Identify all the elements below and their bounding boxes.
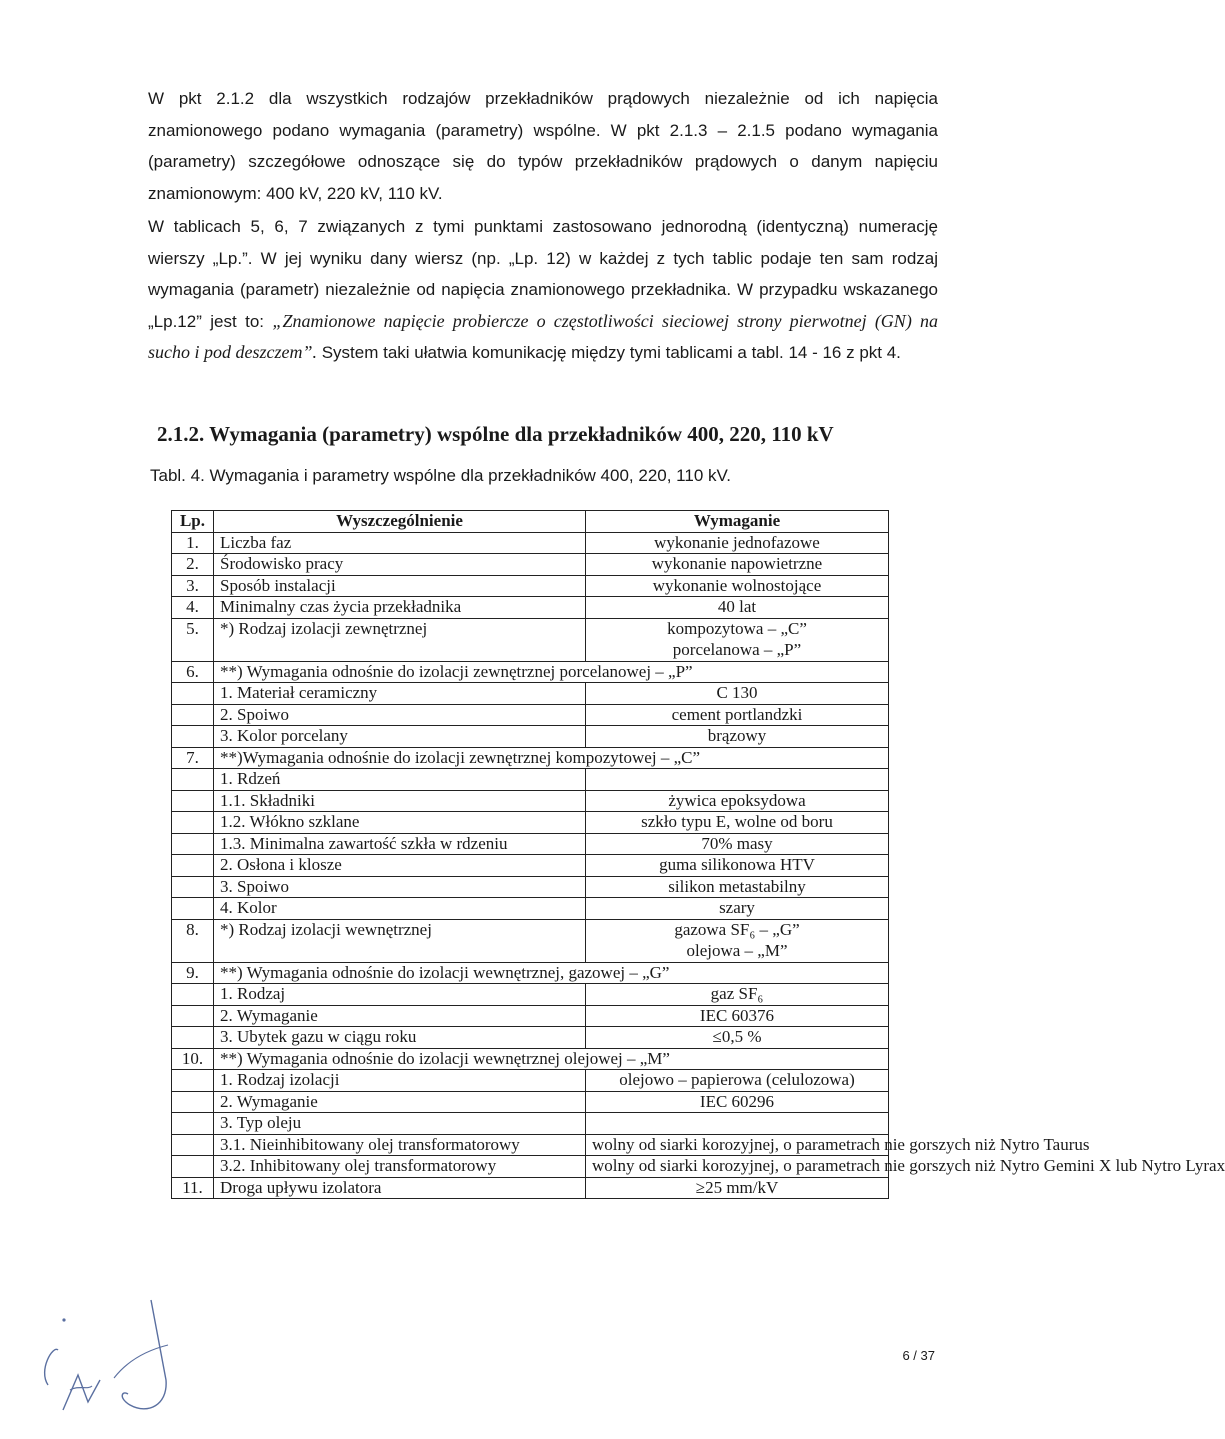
row-requirement: wolny od siarki korozyjnej, o parametrach nie gorszych niż Nytro Gemini X lub Nytro Lyrax bbox=[586, 1156, 889, 1178]
row-number bbox=[172, 1113, 214, 1135]
row-number bbox=[172, 833, 214, 855]
row-item: 3. Ubytek gazu w ciągu roku bbox=[214, 1027, 586, 1049]
row-number bbox=[172, 1027, 214, 1049]
table-row bbox=[172, 1134, 889, 1156]
row-number: 5. bbox=[172, 618, 214, 640]
row-item: 2. Wymaganie bbox=[214, 1091, 586, 1113]
row-item bbox=[214, 941, 586, 963]
table-row bbox=[172, 1156, 889, 1178]
row-requirement: kompozytowa – „C” bbox=[586, 618, 889, 640]
row-item: 3.2. Inhibitowany olej transformatorowy bbox=[214, 1156, 586, 1178]
table-row bbox=[172, 1027, 889, 1049]
group-title: **) Wymagania odnośnie do izolacji wewnętrznej, gazowej – „G” bbox=[214, 962, 889, 984]
row-requirement: wolny od siarki korozyjnej, o parametrach nie gorszych niż Nytro Taurus bbox=[586, 1134, 889, 1156]
row-item: 1.2. Włókno szklane bbox=[214, 812, 586, 834]
table-row bbox=[172, 597, 889, 619]
table-row bbox=[172, 898, 889, 920]
group-title: **)Wymagania odnośnie do izolacji zewnętrznej kompozytowej – „C” bbox=[214, 747, 889, 769]
row-item: 2. Spoiwo bbox=[214, 704, 586, 726]
row-requirement: ≤0,5 % bbox=[586, 1027, 889, 1049]
table-row bbox=[172, 1091, 889, 1113]
row-number: 4. bbox=[172, 597, 214, 619]
row-number bbox=[172, 1005, 214, 1027]
row-number: 7. bbox=[172, 747, 214, 769]
row-requirement: IEC 60376 bbox=[586, 1005, 889, 1027]
row-item: 1.1. Składniki bbox=[214, 790, 586, 812]
numbering-paragraph bbox=[148, 211, 938, 369]
table-row bbox=[172, 876, 889, 898]
table-caption: Tabl. 4. Wymagania i parametry wspólne dla przekładników 400, 220, 110 kV. bbox=[150, 466, 732, 485]
row-number bbox=[172, 726, 214, 748]
row-requirement bbox=[586, 1113, 889, 1135]
row-requirement: ≥25 mm/kV bbox=[586, 1177, 889, 1199]
row-requirement: silikon metastabilny bbox=[586, 876, 889, 898]
row-requirement: 40 lat bbox=[586, 597, 889, 619]
section-heading: 2.1.2. Wymagania (parametry) wspólne dla przekładników 400, 220, 110 kV bbox=[157, 422, 834, 446]
row-requirement: porcelanowa – „P” bbox=[586, 640, 889, 662]
table-row bbox=[172, 554, 889, 576]
row-item: *) Rodzaj izolacji zewnętrznej bbox=[214, 618, 586, 640]
row-item: 1. Materiał ceramiczny bbox=[214, 683, 586, 705]
group-title: **) Wymagania odnośnie do izolacji wewnętrznej olejowej – „M” bbox=[214, 1048, 889, 1070]
row-number bbox=[172, 790, 214, 812]
numbering-paragraph-quote: „Znamionowe napięcie probiercze o częstotliwości sieciowej strony pierwotnej (GN) na sucho i pod deszczem”. bbox=[148, 310, 938, 362]
row-item: 1. Rodzaj izolacji bbox=[214, 1070, 586, 1092]
row-item: 1. Rdzeń bbox=[214, 769, 586, 791]
row-requirement: wykonanie jednofazowe bbox=[586, 532, 889, 554]
intro-paragraph: W pkt 2.1.2 dla wszystkich rodzajów przekładników prądowych niezależnie od ich napięcia znamionowego podano wymagania (parametry) wspólne. W pkt 2.1.3 – 2.1.5 podano wymagania (parametry) szczegółowe odnoszące się do typów przekładników prądowych o danym napięciu znamionowym: 400 kV, 220 kV, 110 kV. bbox=[148, 89, 938, 203]
numbering-paragraph-end: System taki ułatwia komunikację między tymi tablicami a tabl. 14 - 16 z pkt 4. bbox=[317, 343, 901, 362]
row-number bbox=[172, 1156, 214, 1178]
row-requirement bbox=[586, 769, 889, 791]
row-requirement: gazowa SF₆ – „G” bbox=[586, 919, 889, 941]
row-number bbox=[172, 855, 214, 877]
row-item: Droga upływu izolatora bbox=[214, 1177, 586, 1199]
row-number: 11. bbox=[172, 1177, 214, 1199]
row-number bbox=[172, 876, 214, 898]
row-item: 3. Spoiwo bbox=[214, 876, 586, 898]
table-group-row bbox=[172, 661, 889, 683]
row-item: Minimalny czas życia przekładnika bbox=[214, 597, 586, 619]
row-number bbox=[172, 1070, 214, 1092]
row-item: *) Rodzaj izolacji wewnętrznej bbox=[214, 919, 586, 941]
table-row bbox=[172, 683, 889, 705]
row-number bbox=[172, 984, 214, 1006]
group-title: **) Wymagania odnośnie do izolacji zewnętrznej porcelanowej – „P” bbox=[214, 661, 889, 683]
row-number bbox=[172, 812, 214, 834]
row-number bbox=[172, 640, 214, 662]
row-requirement: cement portlandzki bbox=[586, 704, 889, 726]
row-requirement: wykonanie napowietrzne bbox=[586, 554, 889, 576]
row-number bbox=[172, 898, 214, 920]
header-requirement: Wymaganie bbox=[586, 511, 889, 533]
row-requirement: żywica epoksydowa bbox=[586, 790, 889, 812]
table-row bbox=[172, 790, 889, 812]
row-item: Środowisko pracy bbox=[214, 554, 586, 576]
row-number bbox=[172, 683, 214, 705]
table-row bbox=[172, 726, 889, 748]
row-number: 1. bbox=[172, 532, 214, 554]
row-requirement: guma silikonowa HTV bbox=[586, 855, 889, 877]
row-item: Liczba faz bbox=[214, 532, 586, 554]
row-requirement: olejowa – „M” bbox=[586, 941, 889, 963]
header-item: Wyszczególnienie bbox=[214, 511, 586, 533]
table-row bbox=[172, 640, 889, 662]
row-requirement: gaz SF₆ bbox=[586, 984, 889, 1006]
table-row bbox=[172, 941, 889, 963]
row-item: Sposób instalacji bbox=[214, 575, 586, 597]
row-requirement: C 130 bbox=[586, 683, 889, 705]
table-row bbox=[172, 1070, 889, 1092]
table-row bbox=[172, 575, 889, 597]
row-number bbox=[172, 769, 214, 791]
row-number bbox=[172, 704, 214, 726]
table-row bbox=[172, 919, 889, 941]
row-requirement: brązowy bbox=[586, 726, 889, 748]
header-lp: Lp. bbox=[172, 511, 214, 533]
table-group-row bbox=[172, 962, 889, 984]
row-number: 8. bbox=[172, 919, 214, 941]
row-item bbox=[214, 640, 586, 662]
table-row bbox=[172, 769, 889, 791]
row-requirement: olejowo – papierowa (celulozowa) bbox=[586, 1070, 889, 1092]
table-group-row bbox=[172, 1048, 889, 1070]
handwritten-signature bbox=[18, 1290, 198, 1430]
requirements-table bbox=[171, 510, 1225, 1199]
row-item: 1.3. Minimalna zawartość szkła w rdzeniu bbox=[214, 833, 586, 855]
row-requirement: 70% masy bbox=[586, 833, 889, 855]
table-row bbox=[172, 532, 889, 554]
row-item: 3. Kolor porcelany bbox=[214, 726, 586, 748]
table-row bbox=[172, 618, 889, 640]
table-row bbox=[172, 1177, 889, 1199]
table-row bbox=[172, 833, 889, 855]
page-number: 6 / 37 bbox=[902, 1348, 935, 1363]
table-row bbox=[172, 1113, 889, 1135]
table-row bbox=[172, 812, 889, 834]
row-number: 6. bbox=[172, 661, 214, 683]
row-number bbox=[172, 941, 214, 963]
row-number: 10. bbox=[172, 1048, 214, 1070]
row-number bbox=[172, 1091, 214, 1113]
table-row bbox=[172, 1005, 889, 1027]
table-row bbox=[172, 704, 889, 726]
row-requirement: szkło typu E, wolne od boru bbox=[586, 812, 889, 834]
table-header-row bbox=[172, 511, 889, 533]
row-item: 3.1. Nieinhibitowany olej transformatorowy bbox=[214, 1134, 586, 1156]
table-group-row bbox=[172, 747, 889, 769]
table-row bbox=[172, 984, 889, 1006]
row-item: 4. Kolor bbox=[214, 898, 586, 920]
row-item: 3. Typ oleju bbox=[214, 1113, 586, 1135]
numbering-paragraph-text: W tablicach 5, 6, 7 związanych z tymi punktami zastosowano jednorodną (identyczną) numerację wierszy „Lp.”. W jej wyniku dany wiersz (np. „Lp. 12) w każdej z tych tablic podaje ten sam rodzaj wymagania (parametr) niezależnie od napięcia znamionowego przekładnika. W przypadku wskazanego „Lp.12” jest to: bbox=[148, 217, 938, 331]
row-item: 1. Rodzaj bbox=[214, 984, 586, 1006]
row-item: 2. Osłona i klosze bbox=[214, 855, 586, 877]
row-requirement: IEC 60296 bbox=[586, 1091, 889, 1113]
row-number: 9. bbox=[172, 962, 214, 984]
row-number bbox=[172, 1134, 214, 1156]
row-item: 2. Wymaganie bbox=[214, 1005, 586, 1027]
row-number: 2. bbox=[172, 554, 214, 576]
row-requirement: szary bbox=[586, 898, 889, 920]
row-number: 3. bbox=[172, 575, 214, 597]
table-row bbox=[172, 855, 889, 877]
row-requirement: wykonanie wolnostojące bbox=[586, 575, 889, 597]
